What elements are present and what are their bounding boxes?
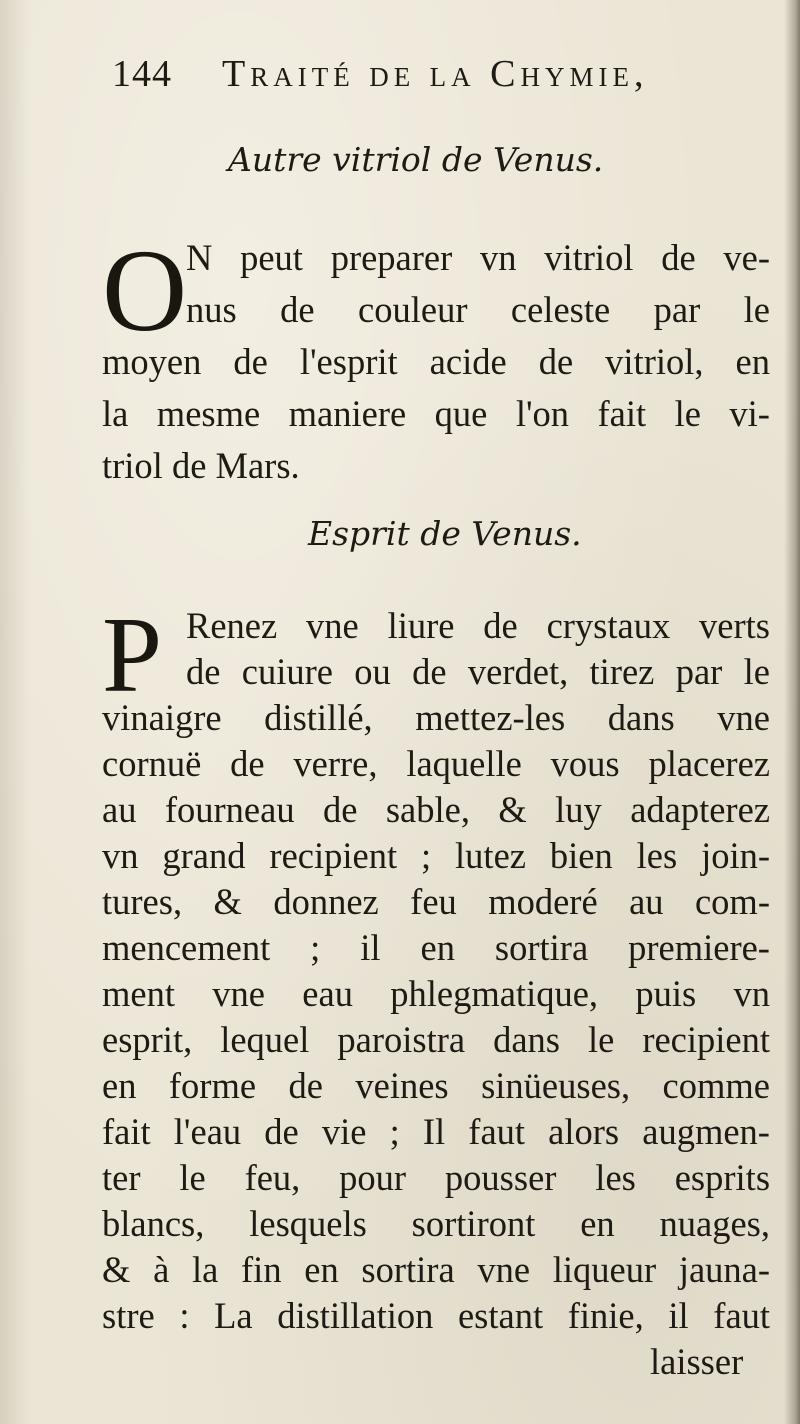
text-line: N peut preparer vn vitriol de ve-	[186, 237, 770, 278]
text-line: vinaigre distillé, mettez-les dans vne	[102, 697, 770, 738]
page-gutter-shadow	[0, 0, 30, 1424]
drop-cap: P	[102, 596, 163, 715]
text-line: cornuë de verre, laquelle vous placerez	[102, 743, 770, 784]
page-number: 144	[112, 53, 172, 95]
page-edge-shadow	[784, 0, 800, 1424]
text-line: mencement ; il en sortira premiere-	[102, 927, 770, 968]
text-line: triol de Mars.	[102, 445, 300, 486]
text-line: fait l'eau de vie ; Il faut alors augmen-	[102, 1111, 770, 1152]
text-line: esprit, lequel paroistra dans le recipient	[102, 1019, 770, 1060]
text-line: tures, & donnez feu moderé au com-	[102, 881, 770, 922]
text-line: stre : La distillation estant finie, il faut	[102, 1295, 770, 1336]
section-heading: Esprit de Venus.	[308, 514, 582, 553]
text-line: Renez vne liure de crystaux verts	[186, 605, 770, 646]
text-line: nus de couleur celeste par le	[186, 289, 770, 330]
text-line: ter le feu, pour pousser les esprits	[102, 1157, 770, 1198]
section-heading: Autre vitriol de Venus.	[228, 140, 604, 179]
running-title: Traité de la Chymie,	[222, 53, 649, 95]
running-head	[112, 52, 772, 102]
text-line: vn grand recipient ; lutez bien les join-	[102, 835, 770, 876]
catchword: laisser	[650, 1341, 744, 1382]
text-line: au fourneau de sable, & luy adapterez	[102, 789, 770, 830]
text-line: blancs, lesquels sortiront en nuages,	[102, 1203, 770, 1244]
text-line: en forme de veines sinüeuses, comme	[102, 1065, 770, 1106]
text-line: de cuiure ou de verdet, tirez par le	[186, 651, 770, 692]
text-line: la mesme maniere que l'on fait le vi-	[102, 393, 770, 434]
text-line: moyen de l'esprit acide de vitriol, en	[102, 341, 770, 382]
text-line: ment vne eau phlegmatique, puis vn	[102, 973, 770, 1014]
drop-cap: O	[102, 225, 188, 356]
text-line: & à la fin en sortira vne liqueur jauna-	[102, 1249, 770, 1290]
